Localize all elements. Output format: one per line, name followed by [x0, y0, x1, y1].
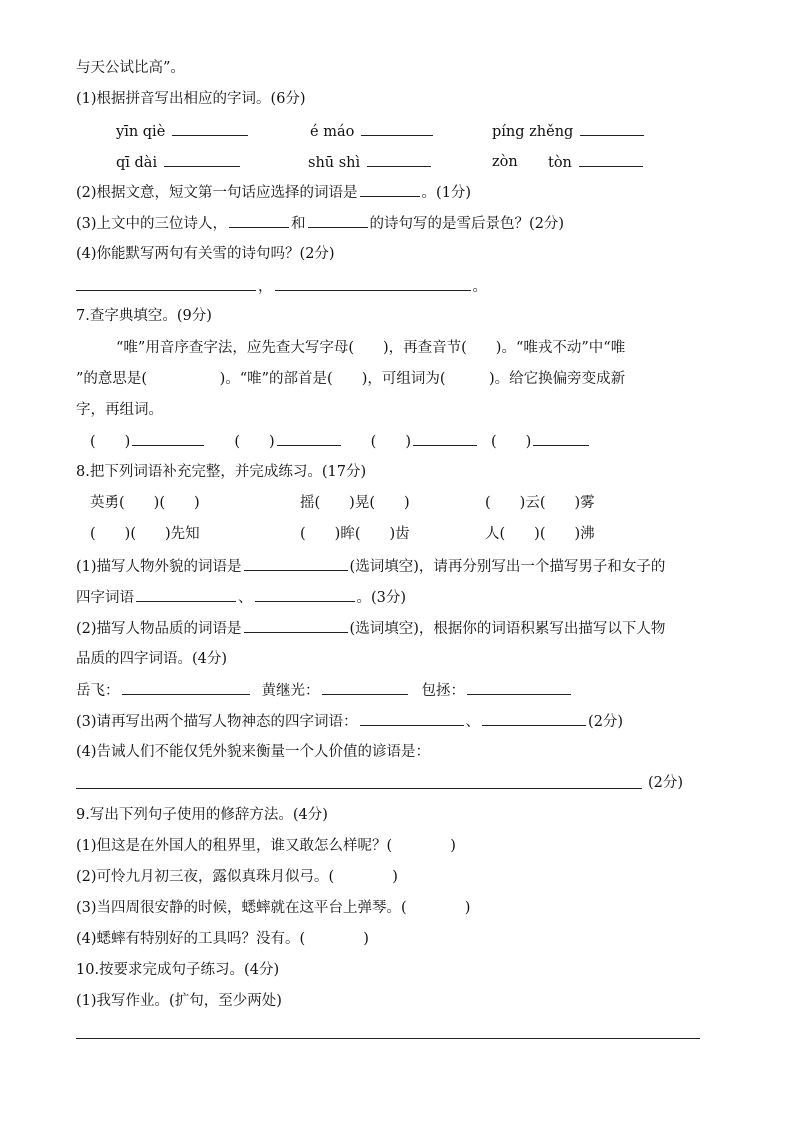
- question-6-3: (3)上文中的三位诗人， 和 的诗句写的是雪后景色？(2分): [76, 213, 564, 234]
- answer-blank[interactable]: [322, 680, 408, 695]
- answer-blank[interactable]: [482, 711, 586, 726]
- proverb-score: (2分): [648, 775, 684, 791]
- answer-blank[interactable]: [579, 152, 643, 167]
- answer-blank[interactable]: [361, 121, 433, 136]
- pinyin-row-1b: [310, 121, 435, 142]
- question-9-title: 9.写出下列句子使用的修辞方法。(4分): [76, 807, 328, 823]
- pinyin-shushi: shū shì: [308, 155, 361, 171]
- question-8-4: (4)告诫人们不能仅凭外貌来衡量一个人价值的谚语是：: [76, 744, 431, 760]
- question-8-2b: 品质的四字词语。(4分): [76, 651, 228, 667]
- question-7-line-1: “唯”用音序查字法，应先查大写字母( )，再查音节( )。“唯戎不动”中“唯: [116, 340, 626, 356]
- pinyin-yinqie: yīn qiè: [116, 124, 166, 140]
- radical-row: ( ) ( ) ( ) ( ): [90, 431, 591, 452]
- pinyin-row-1c: [492, 121, 646, 142]
- answer-blank[interactable]: [76, 276, 256, 291]
- answer-blank[interactable]: [132, 431, 204, 446]
- idiom-2: 摇( )晃( ): [300, 495, 410, 511]
- sentence-answer-line[interactable]: [76, 1038, 700, 1039]
- answer-blank[interactable]: [244, 618, 348, 633]
- answer-blank[interactable]: [360, 182, 420, 197]
- answer-blank[interactable]: [413, 431, 477, 446]
- question-6-2: (2)根据文意，短文第一句话应选择的词语是 。(1分): [76, 182, 471, 203]
- question-9-3: (3)当四周很安静的时候，蟋蟀就在这平台上弹琴。( ): [76, 900, 471, 916]
- answer-blank[interactable]: [172, 121, 248, 136]
- character-row: 岳飞： 黄继光： 包拯：: [76, 680, 573, 701]
- pinyin-ton: tòn: [548, 155, 572, 171]
- answer-blank[interactable]: [164, 152, 240, 167]
- idiom-5: ( )眸( )齿: [300, 526, 410, 542]
- question-8-1: (1)描写人物外貌的词语是 (选词填空)，请再分别写出一个描写男子和女子的: [76, 556, 665, 577]
- answer-blank[interactable]: [360, 711, 464, 726]
- idiom-6: 人( )( )沸: [485, 526, 595, 542]
- question-7-line-2: ”的意思是( )。“唯”的部首是( )，可组词为( )。给它换偏旁变成新: [76, 371, 626, 387]
- pinyin-row-2c: [548, 152, 645, 173]
- question-6-4: (4)你能默写两句有关雪的诗句吗？(2分): [76, 246, 335, 262]
- question-8-3: (3)请再写出两个描写人物神态的四字词语： 、 (2分): [76, 711, 623, 732]
- pinyin-row-1: [116, 121, 250, 142]
- answer-blank[interactable]: [308, 213, 368, 228]
- answer-blank[interactable]: [229, 213, 289, 228]
- question-10-1: (1)我写作业。(扩句，至少两处): [76, 993, 282, 1009]
- answer-blank[interactable]: [136, 587, 236, 602]
- question-8-1b: 四字词语 、 。(3分): [76, 587, 406, 608]
- pinyin-zon: zòn: [492, 154, 518, 170]
- answer-blank[interactable]: [277, 431, 341, 446]
- answer-blank[interactable]: [467, 680, 571, 695]
- answer-blank[interactable]: [244, 556, 348, 571]
- answer-blank[interactable]: [122, 680, 250, 695]
- question-7-title: 7.查字典填空。(9分): [76, 308, 212, 324]
- answer-blank[interactable]: [275, 276, 471, 291]
- question-8-2: (2)描写人物品质的词语是 (选词填空)，根据你的词语积累写出描写以下人物: [76, 618, 665, 639]
- answer-blank[interactable]: [580, 121, 644, 136]
- poem-answer-line: ， 。: [76, 276, 487, 297]
- question-6-1: (1)根据拼音写出相应的字词。(6分): [76, 91, 306, 107]
- question-9-2: (2)可怜九月初三夜，露似真珠月似弓。( ): [76, 869, 398, 885]
- question-9-4: (4)蟋蟀有特别好的工具吗？没有。( ): [76, 931, 369, 947]
- answer-blank[interactable]: [255, 587, 355, 602]
- poem-line-end: 与天公试比高”。: [76, 60, 185, 76]
- question-8-title: 8.把下列词语补充完整，并完成练习。(17分): [76, 464, 367, 480]
- proverb-answer-line[interactable]: [76, 788, 642, 789]
- pinyin-qidai: qī dài: [116, 155, 158, 171]
- pinyin-emao: é máo: [310, 124, 355, 140]
- pinyin-row-2: [116, 152, 242, 173]
- idiom-4: ( )( )先知: [90, 526, 200, 542]
- idiom-3: ( )云( )雾: [485, 495, 595, 511]
- question-9-1: (1)但这是在外国人的租界里，谁又敢怎么样呢？( ): [76, 838, 456, 854]
- question-7-line-3: 字，再组词。: [76, 402, 163, 418]
- pinyin-pingzheng: píng zhěng: [492, 124, 574, 140]
- pinyin-row-2b: [308, 152, 433, 173]
- question-10-title: 10.按要求完成句子练习。(4分): [76, 962, 280, 978]
- answer-blank[interactable]: [533, 431, 589, 446]
- answer-blank[interactable]: [367, 152, 431, 167]
- idiom-1: 英勇( )( ): [90, 495, 200, 511]
